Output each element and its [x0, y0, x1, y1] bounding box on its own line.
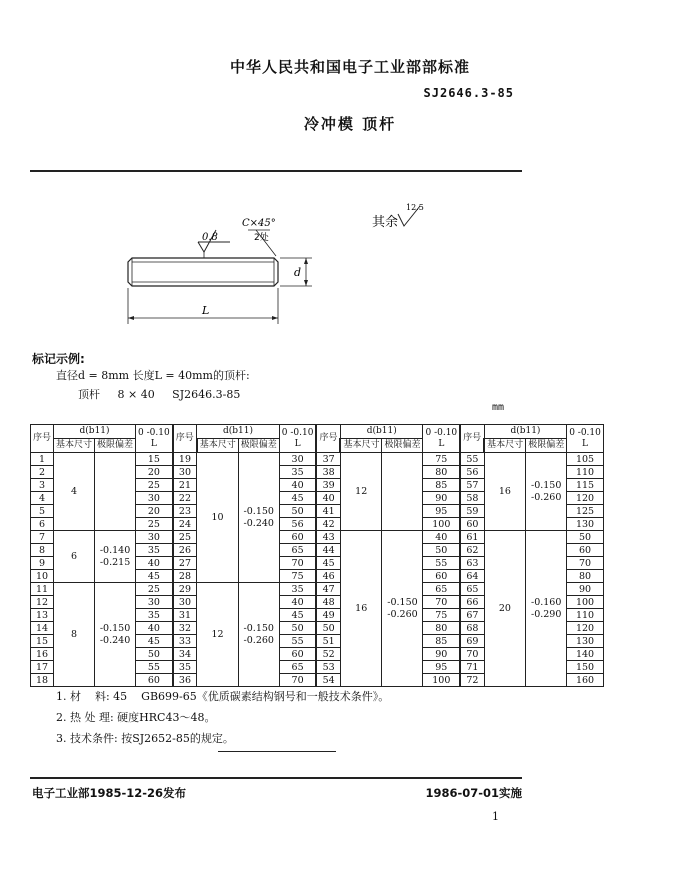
seq-cell: 39 [316, 479, 340, 492]
seq-cell: 53 [316, 661, 340, 674]
length-cell: 35 [136, 544, 173, 557]
seq-cell: 52 [316, 648, 340, 661]
chamfer-note: 2处 [254, 233, 269, 243]
length-cell: 70 [279, 557, 316, 570]
seq-cell: 15 [31, 635, 54, 648]
seq-cell: 10 [31, 570, 54, 583]
h-L: 0 -0.10 L [567, 425, 604, 453]
seq-cell: 43 [316, 531, 340, 544]
h-basic: 基本尺寸 [340, 439, 382, 453]
length-cell: 40 [136, 557, 173, 570]
note-item: 3. 技术条件: 按SJ2652-85的规定。 [56, 732, 234, 745]
length-cell: 80 [423, 622, 460, 635]
length-cell: 55 [279, 635, 316, 648]
deviation-cell [95, 531, 136, 583]
length-cell: 65 [279, 544, 316, 557]
page-title: 冷冲模 顶杆 [303, 115, 397, 133]
length-cell: 115 [567, 479, 604, 492]
dim-L-label: L [202, 304, 210, 317]
h-dev: 极限偏差 [382, 439, 423, 453]
seq-cell: 34 [173, 648, 197, 661]
h-d: d(b11) [484, 425, 567, 439]
length-cell: 45 [279, 492, 316, 505]
length-cell: 45 [136, 570, 173, 583]
table-row [31, 531, 604, 544]
length-cell: 60 [136, 674, 173, 687]
seq-cell: 45 [316, 557, 340, 570]
seq-cell: 57 [460, 479, 484, 492]
seq-cell: 55 [460, 453, 484, 466]
short-rule [218, 751, 336, 752]
h-seq: 序号 [316, 425, 340, 453]
seq-cell: 61 [460, 531, 484, 544]
length-cell: 60 [423, 570, 460, 583]
seq-cell: 41 [316, 505, 340, 518]
dim-d-label: d [294, 266, 302, 279]
seq-cell: 27 [173, 557, 197, 570]
h-seq: 序号 [460, 425, 484, 453]
seq-cell: 67 [460, 609, 484, 622]
seq-cell: 1 [31, 453, 54, 466]
seq-cell: 66 [460, 596, 484, 609]
length-cell: 35 [279, 466, 316, 479]
length-cell: 75 [279, 570, 316, 583]
length-cell: 30 [136, 492, 173, 505]
h-d: d(b11) [197, 425, 280, 439]
length-cell: 70 [423, 596, 460, 609]
h-dev: 极限偏差 [238, 439, 279, 453]
h-L: 0 -0.10 L [423, 425, 460, 453]
length-cell: 120 [567, 492, 604, 505]
seq-cell: 13 [31, 609, 54, 622]
seq-cell: 48 [316, 596, 340, 609]
h-basic: 基本尺寸 [484, 439, 526, 453]
length-cell: 110 [567, 609, 604, 622]
length-cell: 65 [423, 583, 460, 596]
side-roughness: 0.8 [202, 232, 218, 243]
deviation-cell [526, 453, 567, 531]
deviation-lower: -0.240 [243, 517, 274, 529]
length-cell: 140 [567, 648, 604, 661]
standard-code: SJ2646.3-85 [423, 86, 514, 100]
length-cell: 40 [279, 596, 316, 609]
marking-line-2: 顶杆 8 × 40 SJ2646.3-85 [78, 388, 241, 401]
h-seq: 序号 [31, 425, 54, 453]
deviation-lower: -0.260 [530, 491, 562, 503]
length-cell: 25 [136, 518, 173, 531]
deviation-cell [238, 453, 279, 583]
seq-cell: 69 [460, 635, 484, 648]
deviation-upper: -0.150 [99, 622, 131, 634]
seq-cell: 49 [316, 609, 340, 622]
length-cell: 80 [567, 570, 604, 583]
table-header-row [31, 425, 604, 439]
seq-cell: 23 [173, 505, 197, 518]
seq-cell: 30 [173, 466, 197, 479]
deviation-cell [382, 531, 423, 687]
deviation-upper: -0.140 [99, 544, 131, 556]
seq-cell: 51 [316, 635, 340, 648]
note-item: 1. 材 料: 45 GB699-65《优质碳素结构钢号和一般技术条件》。 [56, 690, 390, 703]
length-cell: 60 [567, 544, 604, 557]
length-cell: 60 [279, 531, 316, 544]
seq-cell: 16 [31, 648, 54, 661]
seq-cell: 59 [460, 505, 484, 518]
h-dev: 极限偏差 [526, 439, 567, 453]
deviation-cell [238, 583, 279, 687]
seq-cell: 54 [316, 674, 340, 687]
length-cell: 30 [136, 596, 173, 609]
seq-cell: 19 [173, 453, 197, 466]
length-cell: 85 [423, 479, 460, 492]
length-cell: 55 [423, 557, 460, 570]
header-rule [30, 170, 522, 172]
length-cell: 45 [136, 635, 173, 648]
seq-cell: 26 [173, 544, 197, 557]
length-cell: 75 [423, 453, 460, 466]
basic-size-cell: 8 [54, 583, 95, 687]
marking-heading: 标记示例: [32, 352, 85, 366]
seq-cell: 36 [173, 674, 197, 687]
seq-cell: 56 [460, 466, 484, 479]
seq-cell: 58 [460, 492, 484, 505]
length-cell: 50 [567, 531, 604, 544]
length-cell: 20 [136, 466, 173, 479]
length-cell: 80 [423, 466, 460, 479]
length-cell: 70 [279, 674, 316, 687]
unit-label: mm [491, 402, 504, 413]
length-cell: 25 [136, 583, 173, 596]
basic-size-cell: 16 [340, 531, 382, 687]
issued-date: 电子工业部1985-12-26发布 [32, 786, 187, 800]
seq-cell: 9 [31, 557, 54, 570]
deviation-upper: -0.150 [243, 505, 274, 517]
ejector-pin-drawing [90, 200, 450, 330]
seq-cell: 4 [31, 492, 54, 505]
deviation-cell [526, 531, 567, 687]
seq-cell: 8 [31, 544, 54, 557]
length-cell: 70 [567, 557, 604, 570]
seq-cell: 72 [460, 674, 484, 687]
tech-notes [56, 686, 389, 749]
length-cell: 25 [136, 479, 173, 492]
h-basic: 基本尺寸 [54, 439, 95, 453]
length-cell: 30 [136, 531, 173, 544]
seq-cell: 35 [173, 661, 197, 674]
deviation-lower: -0.260 [387, 608, 418, 620]
seq-cell: 24 [173, 518, 197, 531]
length-cell: 110 [567, 466, 604, 479]
seq-cell: 11 [31, 583, 54, 596]
deviation-lower: -0.240 [99, 634, 131, 646]
length-cell: 120 [567, 622, 604, 635]
seq-cell: 50 [316, 622, 340, 635]
length-cell: 90 [567, 583, 604, 596]
seq-cell: 12 [31, 596, 54, 609]
length-cell: 50 [279, 505, 316, 518]
length-cell: 90 [423, 492, 460, 505]
table-row [31, 453, 604, 466]
seq-cell: 46 [316, 570, 340, 583]
length-cell: 60 [279, 648, 316, 661]
seq-cell: 37 [316, 453, 340, 466]
note-item: 2. 热 处 理: 硬度HRC43～48。 [56, 711, 216, 724]
length-cell: 55 [136, 661, 173, 674]
h-basic: 基本尺寸 [197, 439, 239, 453]
seq-cell: 5 [31, 505, 54, 518]
seq-cell: 28 [173, 570, 197, 583]
deviation-lower: -0.215 [99, 556, 131, 568]
h-dev: 极限偏差 [95, 439, 136, 453]
deviation-upper: -0.160 [530, 596, 562, 608]
basic-size-cell: 20 [484, 531, 526, 687]
h-d: d(b11) [54, 425, 136, 439]
length-cell: 105 [567, 453, 604, 466]
seq-cell: 63 [460, 557, 484, 570]
seq-cell: 18 [31, 674, 54, 687]
length-cell: 50 [279, 622, 316, 635]
seq-cell: 7 [31, 531, 54, 544]
length-cell: 95 [423, 661, 460, 674]
basic-size-cell: 12 [340, 453, 382, 531]
length-cell: 56 [279, 518, 316, 531]
footer-rule [30, 777, 522, 779]
seq-cell: 29 [173, 583, 197, 596]
seq-cell: 47 [316, 583, 340, 596]
seq-cell: 17 [31, 661, 54, 674]
basic-size-cell: 6 [54, 531, 95, 583]
deviation-cell [95, 453, 136, 531]
rest-roughness: 12.5 [406, 203, 424, 212]
h-seq: 序号 [173, 425, 197, 453]
h-L: 0 -0.10 L [136, 425, 173, 453]
basic-size-cell: 12 [197, 583, 239, 687]
length-cell: 50 [136, 648, 173, 661]
deviation-lower: -0.260 [243, 634, 274, 646]
deviation-upper: -0.150 [243, 622, 274, 634]
seq-cell: 62 [460, 544, 484, 557]
spec-table [30, 424, 604, 687]
seq-cell: 64 [460, 570, 484, 583]
seq-cell: 40 [316, 492, 340, 505]
h-L: 0 -0.10 L [279, 425, 316, 453]
length-cell: 100 [423, 518, 460, 531]
length-cell: 100 [567, 596, 604, 609]
seq-cell: 68 [460, 622, 484, 635]
length-cell: 85 [423, 635, 460, 648]
seq-cell: 2 [31, 466, 54, 479]
marking-line-1: 直径d = 8mm 长度L = 40mm的顶杆: [56, 369, 250, 382]
basic-size-cell: 16 [484, 453, 526, 531]
rest-label: 其余 [372, 215, 399, 230]
seq-cell: 21 [173, 479, 197, 492]
seq-cell: 33 [173, 635, 197, 648]
deviation-cell [382, 453, 423, 531]
length-cell: 35 [136, 609, 173, 622]
length-cell: 35 [279, 583, 316, 596]
seq-cell: 44 [316, 544, 340, 557]
effective-date: 1986-07-01实施 [425, 786, 522, 800]
length-cell: 45 [279, 609, 316, 622]
deviation-cell [95, 583, 136, 687]
length-cell: 75 [423, 609, 460, 622]
length-cell: 90 [423, 648, 460, 661]
deviation-lower: -0.290 [530, 608, 562, 620]
seq-cell: 71 [460, 661, 484, 674]
basic-size-cell: 10 [197, 453, 239, 583]
chamfer-label: C×45° [242, 218, 276, 229]
seq-cell: 6 [31, 518, 54, 531]
length-cell: 125 [567, 505, 604, 518]
seq-cell: 22 [173, 492, 197, 505]
deviation-upper: -0.150 [387, 596, 418, 608]
seq-cell: 38 [316, 466, 340, 479]
length-cell: 40 [423, 531, 460, 544]
seq-cell: 3 [31, 479, 54, 492]
seq-cell: 65 [460, 583, 484, 596]
deviation-upper: -0.150 [530, 479, 562, 491]
seq-cell: 25 [173, 531, 197, 544]
length-cell: 15 [136, 453, 173, 466]
length-cell: 65 [279, 661, 316, 674]
length-cell: 160 [567, 674, 604, 687]
seq-cell: 31 [173, 609, 197, 622]
basic-size-cell: 4 [54, 453, 95, 531]
page-number: 1 [492, 810, 499, 823]
length-cell: 150 [567, 661, 604, 674]
seq-cell: 14 [31, 622, 54, 635]
seq-cell: 70 [460, 648, 484, 661]
seq-cell: 32 [173, 622, 197, 635]
seq-cell: 42 [316, 518, 340, 531]
length-cell: 100 [423, 674, 460, 687]
seq-cell: 60 [460, 518, 484, 531]
h-d: d(b11) [340, 425, 423, 439]
length-cell: 50 [423, 544, 460, 557]
length-cell: 30 [279, 453, 316, 466]
length-cell: 40 [279, 479, 316, 492]
length-cell: 20 [136, 505, 173, 518]
length-cell: 130 [567, 635, 604, 648]
org-title: 中华人民共和国电子工业部部标准 [229, 58, 470, 76]
length-cell: 40 [136, 622, 173, 635]
seq-cell: 30 [173, 596, 197, 609]
length-cell: 95 [423, 505, 460, 518]
length-cell: 130 [567, 518, 604, 531]
